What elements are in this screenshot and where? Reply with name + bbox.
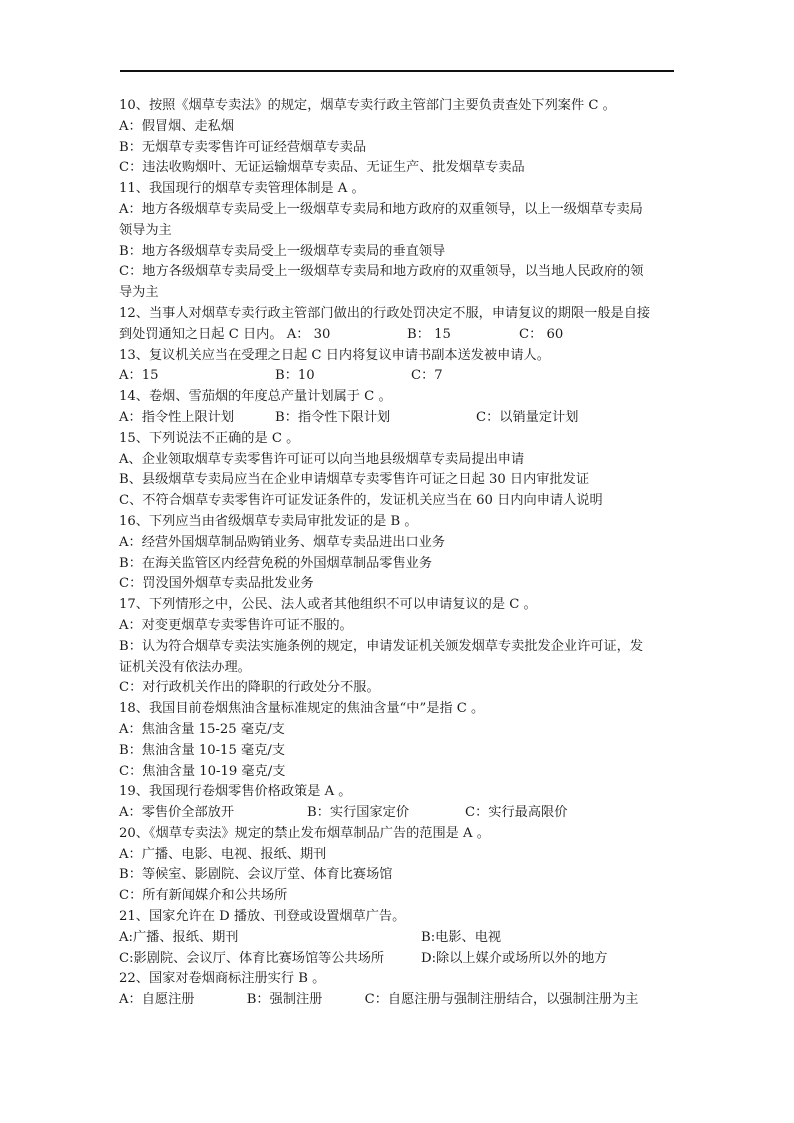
text-line: A：广播、电影、电视、报纸、期刊 (119, 846, 327, 862)
text-line: 22、国家对卷烟商标注册实行 B 。 (119, 971, 326, 987)
text-cell: A：零售价全部放开 (119, 805, 235, 821)
text-line: 14、卷烟、雪茄烟的年度总产量计划属于 C 。 (119, 389, 392, 405)
text-line: B、县级烟草专卖局应当在企业申请烟草专卖零售许可证之日起 30 日内审批发证 (119, 472, 590, 488)
text-line: B：地方各级烟草专卖局受上一级烟草专卖局的垂直领导 (119, 243, 446, 259)
text-cell: B：实行国家定价 (307, 805, 410, 821)
text-line: 16、下列应当由省级烟草专卖局审批发证的是 B 。 (119, 513, 418, 529)
text-line (119, 803, 679, 824)
text-line: 18、我国目前卷烟焦油含量标准规定的焦油含量“中”是指 C 。 (119, 701, 485, 717)
text-line: A：地方各级烟草专卖局受上一级烟草专卖局和地方政府的双重领导，以上一级烟草专卖局 (119, 201, 643, 217)
text-cell: C： 60 (519, 326, 564, 342)
text-cell: A：自愿注册 (119, 992, 195, 1008)
text-line: 11、我国现行的烟草专卖管理体制是 A 。 (119, 181, 365, 197)
text-line: B：焦油含量 10-15 毫克/支 (119, 742, 286, 758)
header-rule (120, 70, 674, 72)
text-cell: D:除以上媒介或场所以外的地方 (421, 950, 608, 966)
text-line: B：在海关监管区内经营免税的外国烟草制品零售业务 (119, 555, 433, 571)
document-body (119, 96, 679, 1011)
text-line: 15、下列说法不正确的是 C 。 (119, 430, 300, 446)
text-line: 13、复议机关应当在受理之日起 C 日内将复议申请书副本送发被申请人。 (119, 347, 550, 363)
text-cell: A：15 (119, 368, 159, 384)
text-line: A：对变更烟草专卖零售许可证不服的。 (119, 617, 353, 633)
text-cell: C：7 (411, 368, 443, 384)
text-line (119, 928, 679, 949)
text-line: 12、当事人对烟草专卖行政主管部门做出的行政处罚决定不服，申请复议的期限一般是自接 (119, 305, 651, 321)
text-cell: C：自愿注册与强制注册结合，以强制注册为主 (364, 992, 639, 1008)
text-line: 10、按照《烟草专卖法》的规定，烟草专卖行政主管部门主要负责查处下列案件 C 。 (119, 98, 616, 113)
text-line: 21、国家允许在 D 播放、刊登或设置烟草广告。 (119, 909, 406, 925)
text-line (119, 949, 679, 970)
text-line: 20、《烟草专卖法》规定的禁止发布烟草制品广告的范围是 A 。 (119, 825, 490, 841)
text-line: A：假冒烟、走私烟 (119, 118, 235, 134)
text-cell: 到处罚通知之日起 C 日内。 A： 30 (119, 326, 331, 342)
text-cell: B：强制注册 (246, 992, 323, 1008)
text-cell: A：指令性上限计划 (119, 409, 235, 425)
text-line: B：认为符合烟草专卖法实施条例的规定，申请发证机关颁发烟草专卖批发企业许可证，发 (119, 638, 643, 654)
text-line: C、不符合烟草专卖零售许可证发证条件的，发证机关应当在 60 日内向申请人说明 (119, 493, 603, 509)
text-line (119, 366, 679, 387)
text-line: 领导为主 (119, 222, 172, 238)
text-cell: A:广播、报纸、期刊 (119, 929, 239, 945)
text-cell: C:影剧院、会议厅、体育比赛场馆等公共场所 (119, 950, 385, 966)
text-line: C：对行政机关作出的降职的行政处分不服。 (119, 680, 380, 696)
text-line: 证机关没有依法办理。 (119, 659, 251, 675)
text-line: A、企业领取烟草专卖零售许可证可以向当地县级烟草专卖局提出申请 (119, 451, 525, 467)
text-line: A：焦油含量 15-25 毫克/支 (119, 721, 285, 737)
text-line: 导为主 (119, 285, 159, 301)
text-line: 17、下列情形之中，公民、法人或者其他组织不可以申请复议的是 C 。 (119, 597, 537, 613)
text-line (119, 990, 679, 1011)
text-line: C：所有新闻媒介和公共场所 (119, 888, 288, 904)
text-line (119, 408, 679, 429)
text-line (119, 325, 679, 346)
text-line: B：无烟草专卖零售许可证经营烟草专卖品 (119, 139, 367, 155)
text-line: C：地方各级烟草专卖局受上一级烟草专卖局和地方政府的双重领导，以当地人民政府的领 (119, 264, 644, 280)
text-cell: B：指令性下限计划 (275, 409, 391, 425)
text-line: 19、我国现行卷烟零售价格政策是 A 。 (119, 784, 352, 800)
text-cell: B：10 (275, 368, 315, 384)
text-cell: B： 15 (407, 326, 451, 342)
text-cell: C：以销量定计划 (476, 409, 579, 425)
text-line: C：违法收购烟叶、无证运输烟草专卖品、无证生产、批发烟草专卖品 (119, 160, 525, 176)
text-line: A：经营外国烟草制品购销业务、烟草专卖品进出口业务 (119, 534, 446, 550)
text-cell: C：实行最高限价 (465, 805, 568, 821)
text-line: C：罚没国外烟草专卖品批发业务 (119, 576, 314, 592)
text-line: B：等候室、影剧院、会议厅堂、体育比赛场馆 (119, 867, 393, 883)
text-line: C：焦油含量 10-19 毫克/支 (119, 763, 286, 779)
text-cell: B:电影、电视 (421, 929, 502, 945)
